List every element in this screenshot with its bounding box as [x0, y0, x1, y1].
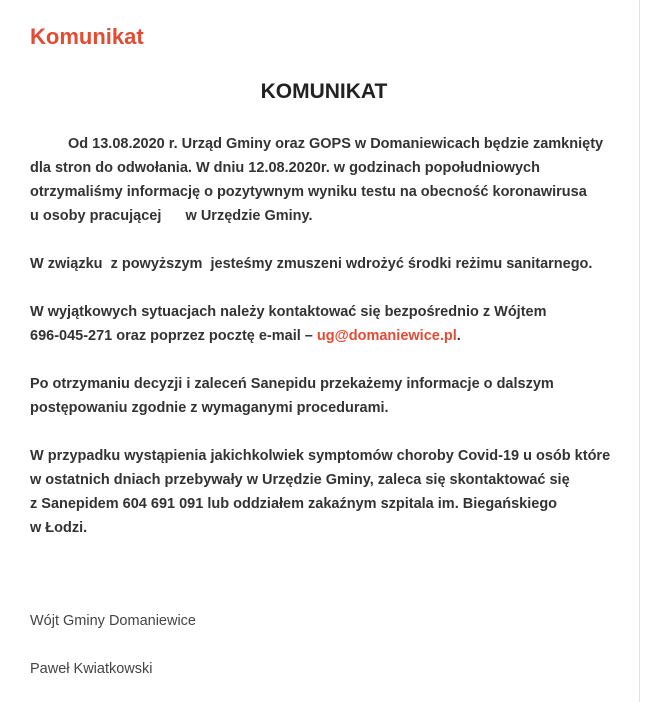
text-line: postępowaniu zgodnie z wymaganymi procedurami.: [30, 400, 389, 416]
text-line: otrzymaliśmy informację o pozytywnym wyniku testu na obecność koronawirusa: [30, 184, 587, 200]
signature-title: Wójt Gminy Domaniewice: [30, 613, 196, 629]
paragraph-sanitary: [30, 252, 630, 276]
text-line: dla stron do odwołania. W dniu 12.08.2020r. w godzinach popołudniowych: [30, 160, 540, 176]
paragraph-sanepid-info: [30, 372, 630, 420]
announcement-heading: KOMUNIKAT: [260, 80, 388, 103]
signature-name: Paweł Kwiatkowski: [30, 661, 153, 677]
page-title: Komunikat: [30, 24, 144, 49]
text-line: W przypadku wystąpienia jakichkolwiek symptomów choroby Covid-19 u osób które: [30, 448, 611, 464]
paragraph-closure: [30, 132, 630, 228]
text-line: w Łodzi.: [30, 520, 88, 536]
text-line: Od 13.08.2020 r. Urząd Gminy oraz GOPS w Domaniewicach będzie zamknięty: [68, 136, 604, 152]
text-line: Po otrzymaniu decyzji i zaleceń Sanepidu przekażemy informacje o dalszym: [30, 376, 554, 392]
email-link[interactable]: ug@domaniewice.pl: [316, 328, 457, 344]
contact-suffix: .: [456, 328, 461, 344]
paragraph-contact: [30, 300, 630, 348]
text-line: w ostatnich dniach przebywały w Urzędzie Gminy, zaleca się skontaktować się: [30, 472, 570, 488]
announcement-body: [30, 132, 630, 564]
text-line: u osoby pracującej w Urzędzie Gminy.: [30, 208, 313, 224]
text-line: W wyjątkowych sytuacjach należy kontaktować się bezpośrednio z Wójtem: [30, 304, 547, 320]
paragraph-symptoms: [30, 444, 630, 540]
text-line: z Sanepidem 604 691 091 lub oddziałem zakaźnym szpitala im. Biegańskiego: [30, 496, 558, 512]
text-line: W związku z powyższym jesteśmy zmuszeni wdrożyć środki reżimu sanitarnego.: [30, 256, 593, 272]
text-line: [30, 324, 630, 348]
contact-text: 696-045-271 oraz poprzez pocztę e-mail –: [30, 328, 317, 344]
